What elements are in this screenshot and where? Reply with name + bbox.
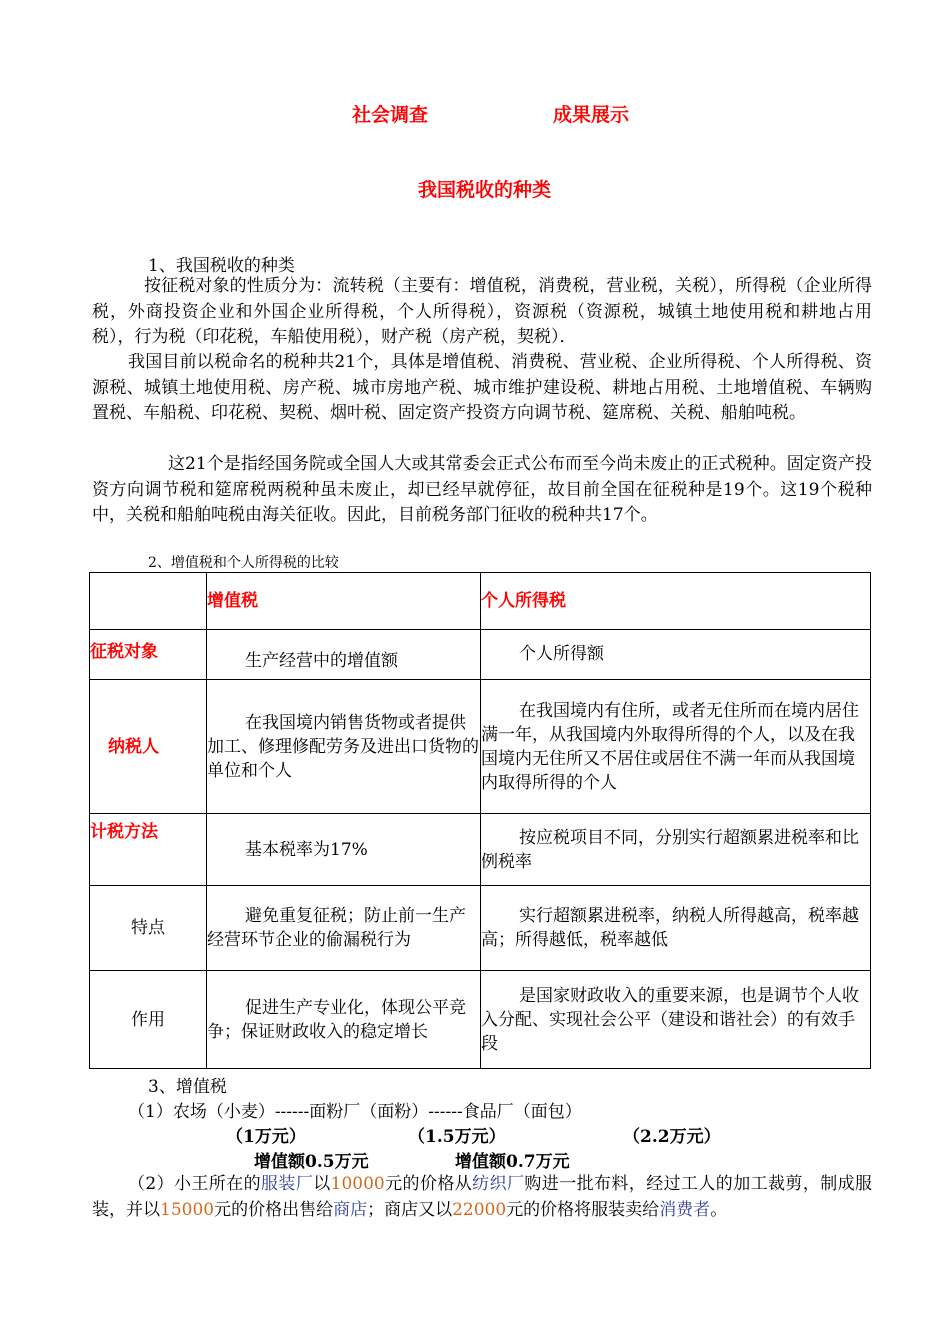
cell-vat-tax-object: 生产经营中的增值额 — [207, 630, 481, 680]
keyword-clothing-factory: 服装厂 — [261, 1174, 314, 1194]
table-row — [90, 630, 871, 680]
production-chain: （1）农场（小麦）------面粉厂（面粉）------食品厂（面包） — [128, 1102, 582, 1122]
page-subtitle: 我国税收的种类 — [418, 179, 552, 201]
p2-text-5: 元的价格出售给 — [214, 1199, 334, 1220]
price-22000: 22000 — [452, 1199, 507, 1220]
section1-paragraph-2: 我国目前以税命名的税种共21个，具体是增值税、消费税、营业税、企业所得税、个人所得税、资源税、城镇土地使用税、房产税、城市房地产税、城市维护建设税、耕地占用税、土地增值税、车辆购置税、车船税、印花税、契税、烟叶税、固定资产投资方向调节税、筵席税、关税、船舶吨税。 — [92, 352, 872, 423]
table-row — [90, 680, 871, 814]
p2-text-6: ；商店又以 — [367, 1199, 453, 1220]
cell-pit-features: 实行超额累进税率，纳税人所得越高，税率越高；所得越低，税率越低 — [481, 886, 871, 971]
p2-text-2: 以 — [313, 1174, 331, 1194]
cell-pit-method: 按应税项目不同，分别实行超额累进税率和比例税率 — [481, 814, 871, 886]
row-label-features: 特点 — [90, 886, 207, 971]
p2-text-7: 元的价格将服装卖给 — [506, 1199, 660, 1220]
p2-text-8: 。 — [710, 1199, 728, 1220]
keyword-store: 商店 — [333, 1199, 368, 1220]
section1-paragraph-3: 这21个是指经国务院或全国人大或其常委会正式公布而至今尚未废止的正式税种。固定资产投资方向调节税和筵席税两税种虽未废止，却已经早就停征，故目前全国在征税种是19个。这19个税种中，关税和船舶吨税由海关征收。因此，目前税务部门征收的税种共17个。 — [92, 454, 872, 525]
section3-paragraph-2 — [92, 1172, 872, 1223]
cell-vat-features: 避免重复征税；防止前一生产经营环节企业的偷漏税行为 — [207, 886, 481, 971]
comparison-table — [89, 572, 871, 1069]
price-10000: 10000 — [330, 1174, 385, 1194]
row-label-method: 计税方法 — [90, 814, 207, 886]
price-15000: 15000 — [160, 1199, 215, 1220]
column-header-pit: 个人所得税 — [481, 573, 871, 630]
section2-heading: 2、增值税和个人所得税的比较 — [148, 555, 339, 571]
section3-heading: 3、增值税 — [148, 1077, 227, 1097]
p2-text-3: 元的价格从 — [384, 1174, 473, 1194]
cell-vat-taxpayer: 在我国境内销售货物或者提供加工、修理修配劳务及进出口货物的单位和个人 — [207, 680, 481, 814]
section1-heading: 1、我国税收的种类 — [148, 256, 295, 276]
added-value-2: 增值额0.7万元 — [455, 1152, 570, 1172]
cell-pit-tax-object: 个人所得额 — [481, 630, 871, 680]
p2-text-4: 购进一批布料，经过工人的加工裁剪，制成服装，并以 — [92, 1174, 873, 1220]
keyword-textile-mill: 纺织厂 — [472, 1174, 525, 1194]
amount-farm: （1万元） — [226, 1127, 306, 1147]
cell-pit-taxpayer: 在我国境内有住所，或者无住所而在境内居住满一年，从我国境内外取得所得的个人，以及在我国境内无住所又不居住或居住不满一年而从我国境内取得所得的个人 — [481, 680, 871, 814]
page-title-right: 成果展示 — [553, 104, 630, 126]
section1-paragraph-1: 按征税对象的性质分为：流转税（主要有：增值税，消费税，营业税，关税），所得税（企业所得税，外商投资企业和外国企业所得税，个人所得税），资源税（资源税，城镇土地使用税和耕地占用税），行为税（印花税，车船使用税），财产税（房产税，契税）． — [92, 276, 872, 347]
table-corner-cell — [90, 573, 207, 630]
p2-text-1: （2）小王所在的 — [128, 1174, 262, 1194]
row-label-tax-object: 征税对象 — [90, 630, 207, 680]
amount-flour-mill: （1.5万元） — [408, 1127, 506, 1147]
keyword-consumer: 消费者 — [659, 1199, 711, 1220]
table-row — [90, 814, 871, 886]
page-title-left: 社会调查 — [352, 104, 429, 126]
row-label-taxpayer: 纳税人 — [90, 680, 207, 814]
amount-bakery: （2.2万元） — [623, 1127, 721, 1147]
cell-vat-role: 促进生产专业化，体现公平竞争；保证财政收入的稳定增长 — [207, 971, 481, 1069]
column-header-vat: 增值税 — [207, 573, 481, 630]
table-header-row — [90, 573, 871, 630]
cell-pit-role: 是国家财政收入的重要来源，也是调节个人收入分配、实现社会公平（建设和谐社会）的有效手段 — [481, 971, 871, 1069]
table-row — [90, 971, 871, 1069]
added-value-1: 增值额0.5万元 — [254, 1152, 369, 1172]
row-label-role: 作用 — [90, 971, 207, 1069]
cell-vat-method: 基本税率为17% — [207, 814, 481, 886]
table-row — [90, 886, 871, 971]
